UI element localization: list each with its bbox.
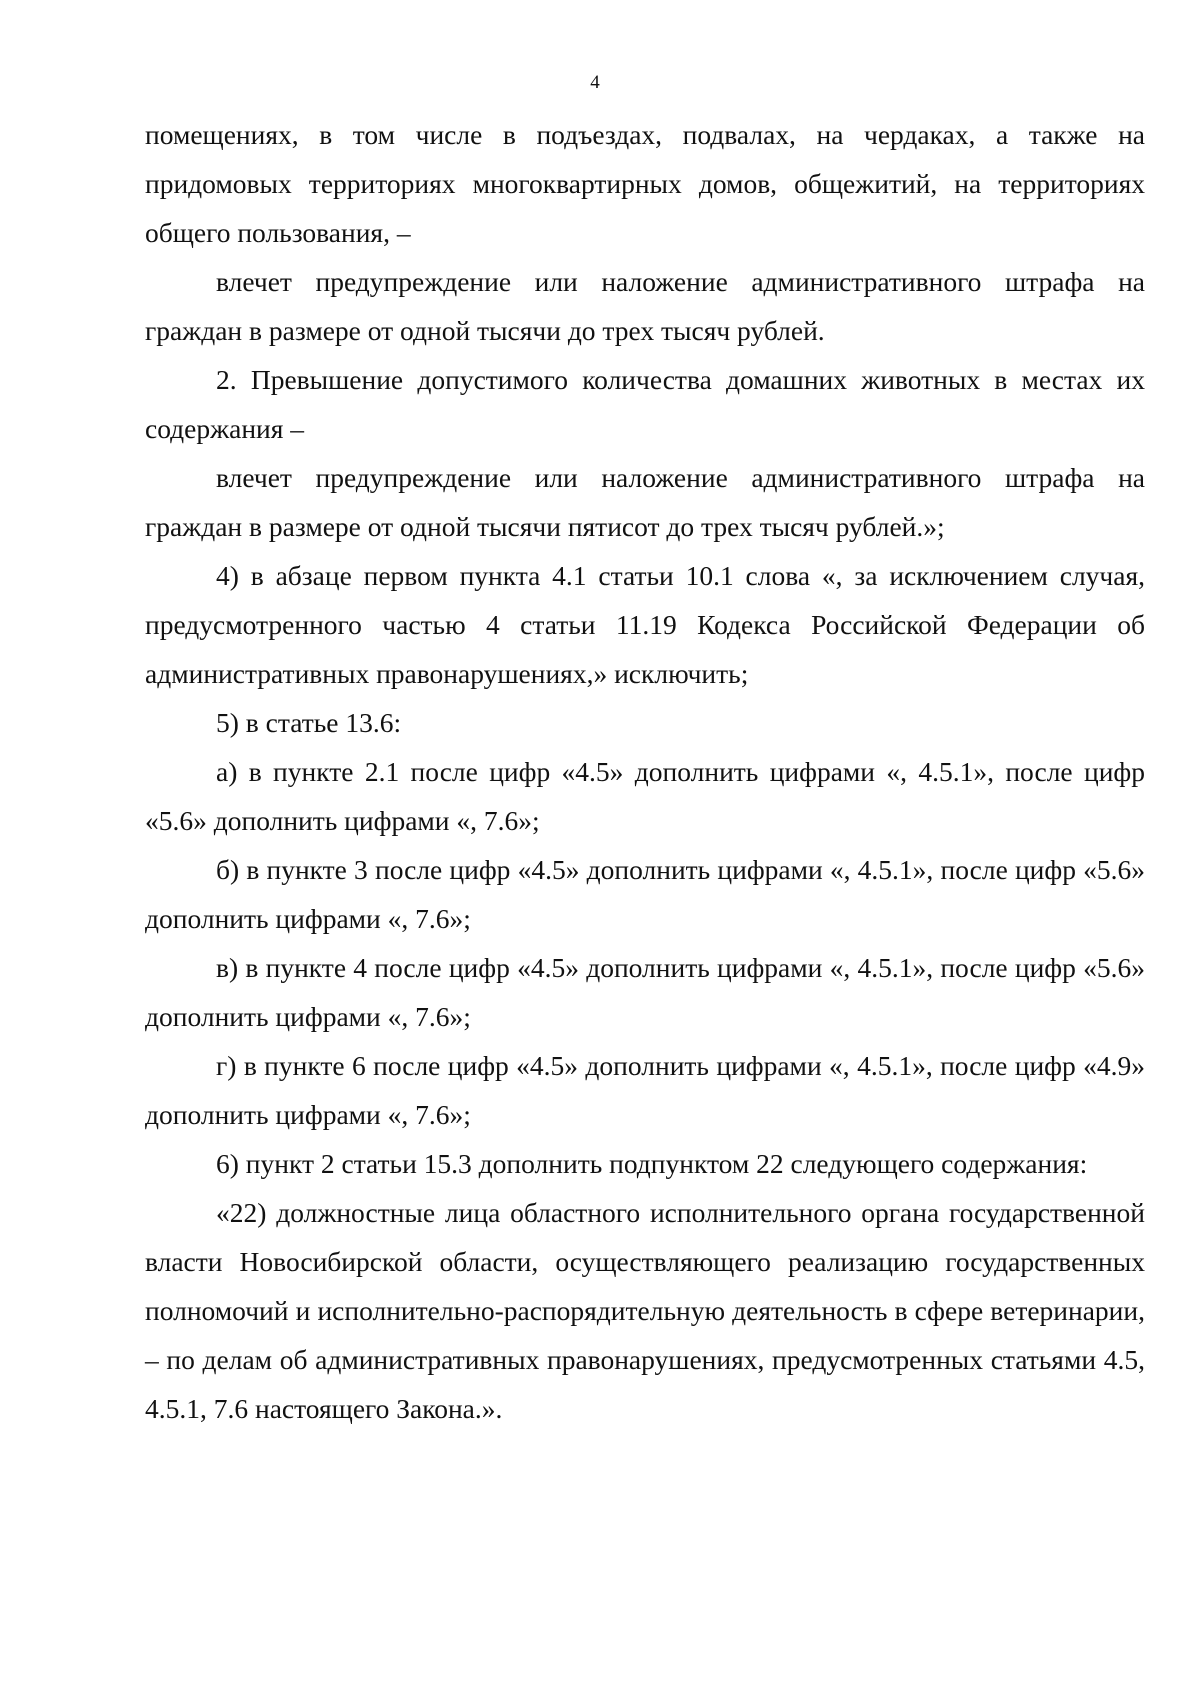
paragraph-2: влечет предупреждение или наложение административного штрафа на граждан в размере от одной тысячи до трех тысяч рублей. — [145, 266, 1145, 346]
paragraph-1: помещениях, в том числе в подъездах, подвалах, на чердаках, а также на придомовых территориях многоквартирных домов, общежитий, на территориях общего пользования, – — [145, 119, 1145, 248]
paragraph-3: 2. Превышение допустимого количества домашних животных в местах их содержания – — [145, 364, 1145, 444]
paragraph-6: 5) в статье 13.6: — [216, 707, 402, 738]
paragraph-10: г) в пункте 6 после цифр «4.5» дополнить цифрами «, 4.5.1», после цифр «4.9» дополнить цифрами «, 7.6»; — [145, 1050, 1145, 1130]
document-body — [145, 110, 1145, 1433]
paragraph-7: а) в пункте 2.1 после цифр «4.5» дополнить цифрами «, 4.5.1», после цифр «5.6» дополнить цифрами «, 7.6»; — [145, 756, 1145, 836]
paragraph-5: 4) в абзаце первом пункта 4.1 статьи 10.1 слова «, за исключением случая, предусмотренного частью 4 статьи 11.19 Кодекса Российской Федерации об административных правонарушениях,» исключить; — [145, 560, 1145, 689]
paragraph-11: 6) пункт 2 статьи 15.3 дополнить подпунктом 22 следующего содержания: — [216, 1148, 1088, 1179]
paragraph-9: в) в пункте 4 после цифр «4.5» дополнить цифрами «, 4.5.1», после цифр «5.6» дополнить цифрами «, 7.6»; — [145, 952, 1145, 1032]
paragraph-4: влечет предупреждение или наложение административного штрафа на граждан в размере от одной тысячи пятисот до трех тысяч рублей.»; — [145, 462, 1145, 542]
paragraph-8: б) в пункте 3 после цифр «4.5» дополнить цифрами «, 4.5.1», после цифр «5.6» дополнить цифрами «, 7.6»; — [145, 854, 1145, 934]
paragraph-12: «22) должностные лица областного исполнительного органа государственной власти Новосибирской области, осуществляющего реализацию государственных полномочий и исполнительно-распорядительную деятельность в сфере ветеринарии, – по делам об административных правонарушениях, предусмотренных статьями 4.5, 4.5.1, 7.6 настоящего Закона.». — [145, 1197, 1145, 1424]
page-number: 4 — [590, 72, 600, 93]
